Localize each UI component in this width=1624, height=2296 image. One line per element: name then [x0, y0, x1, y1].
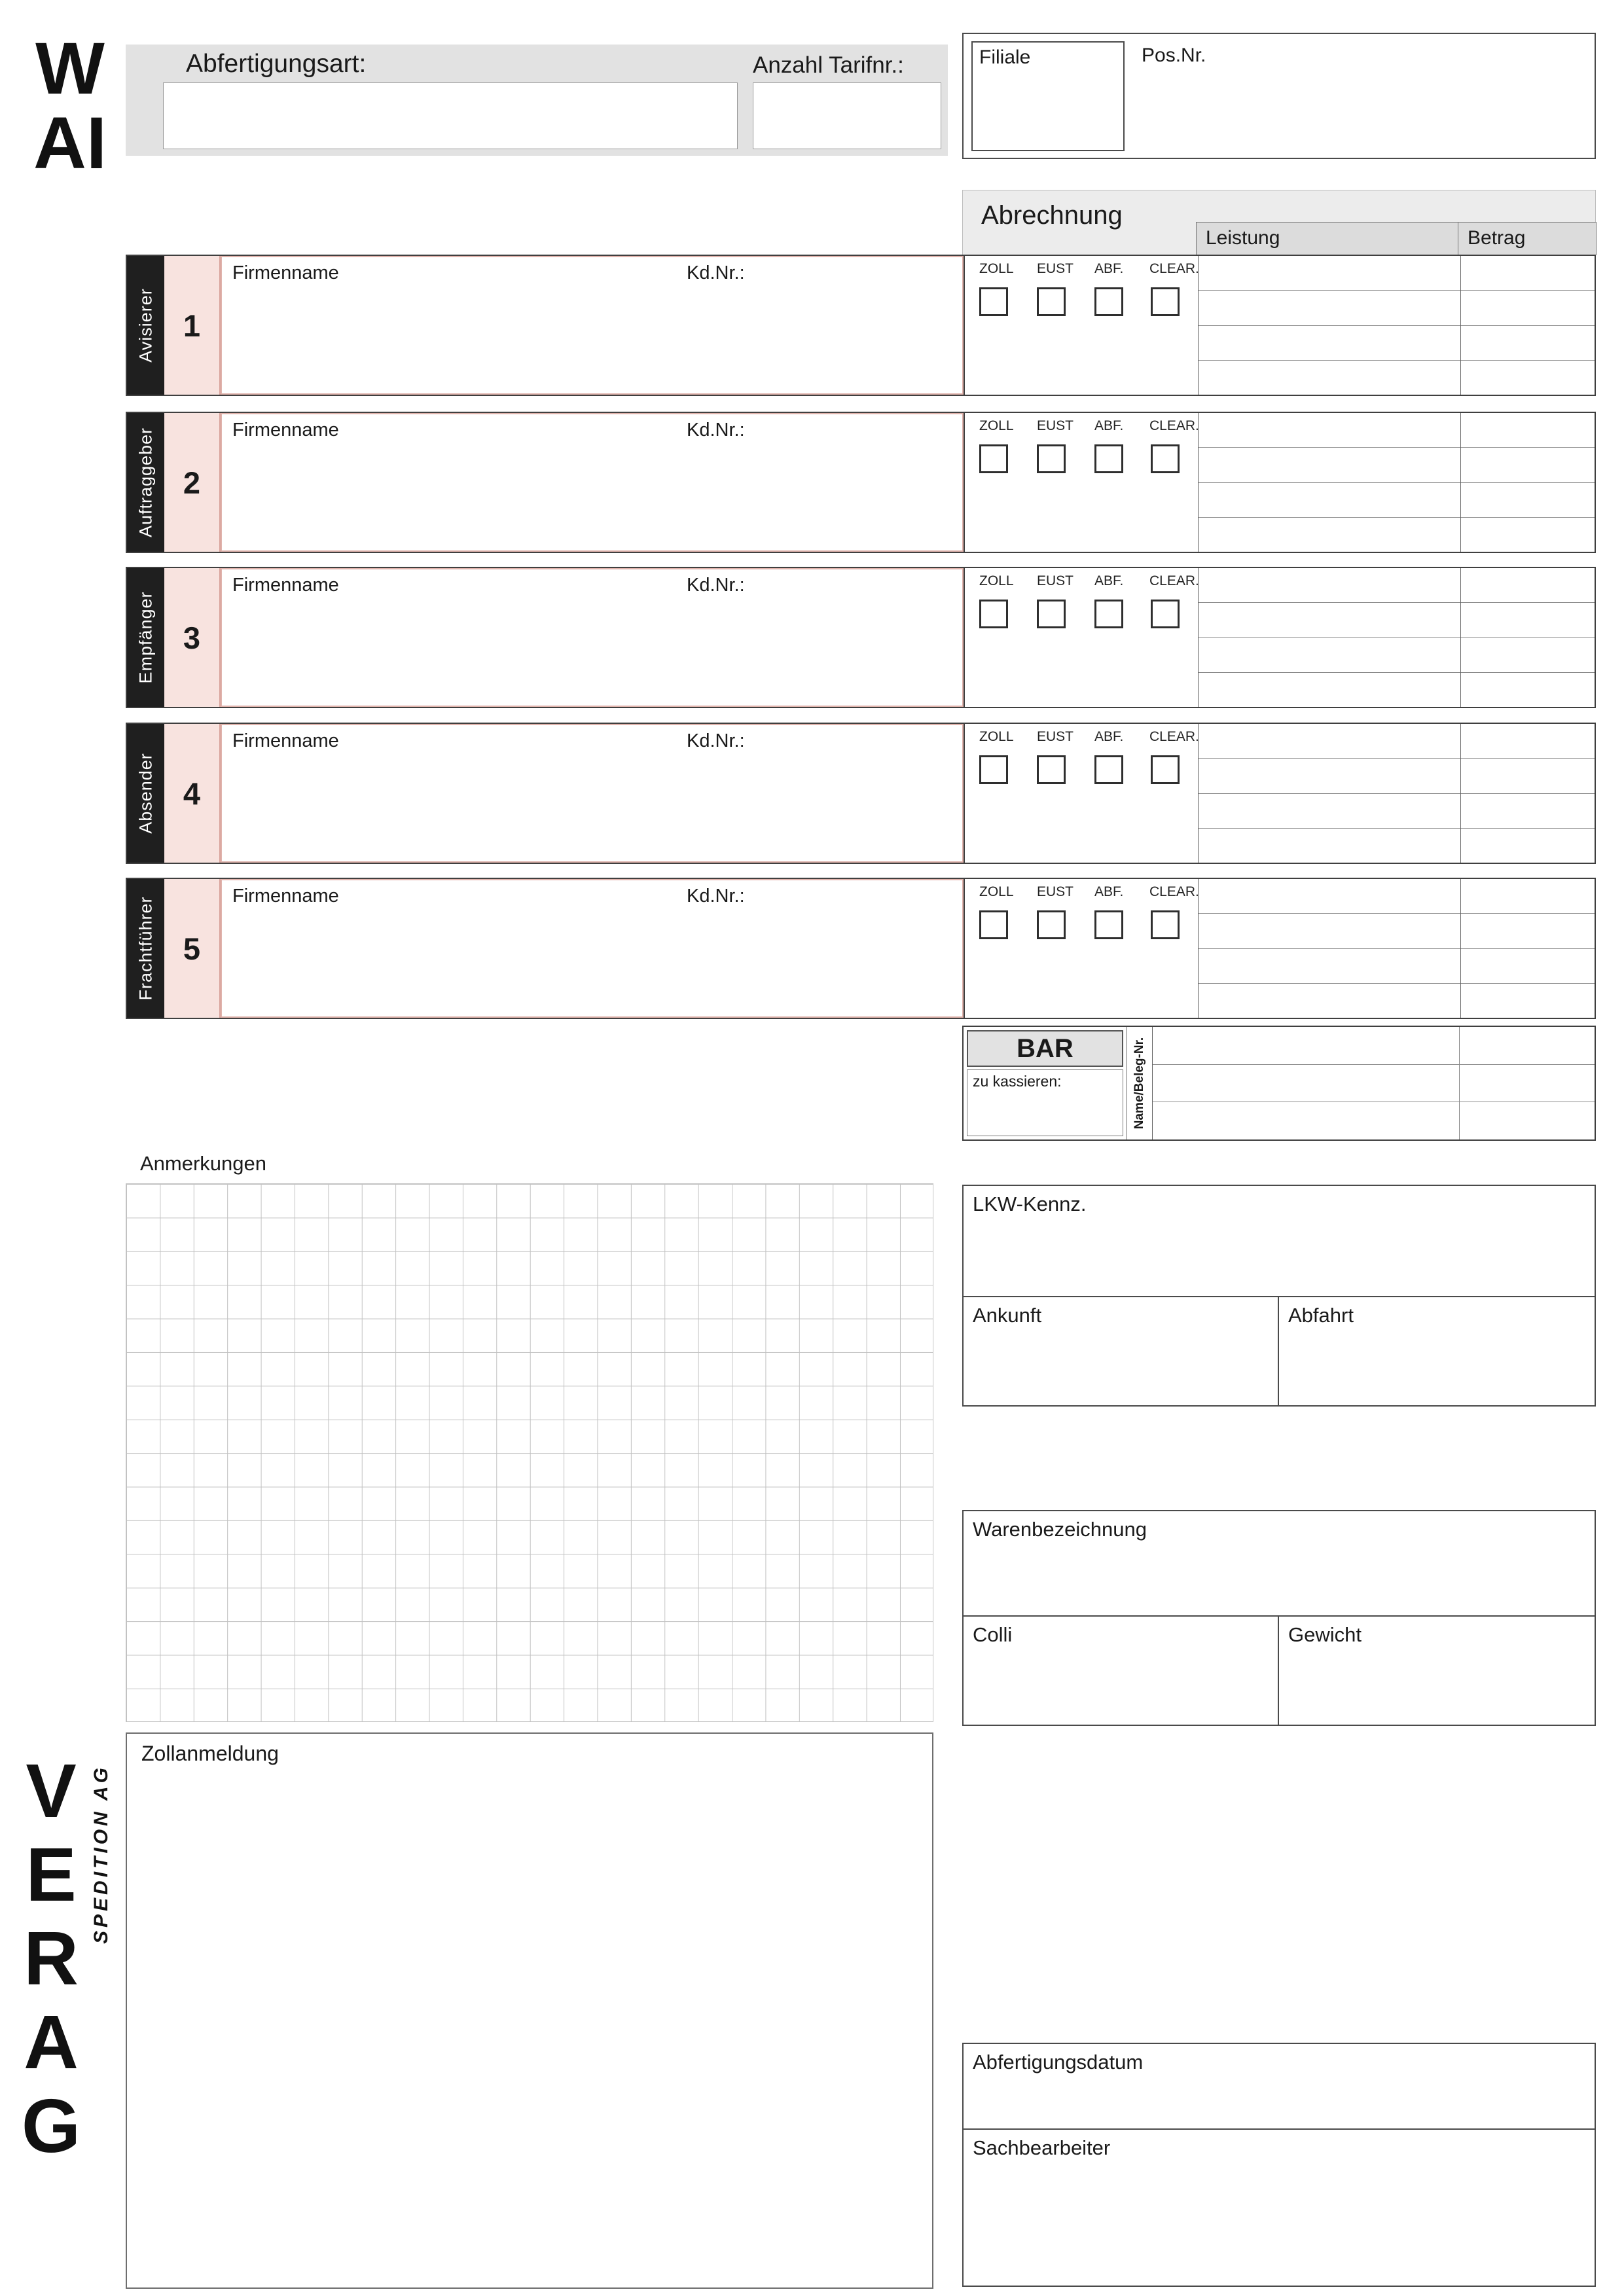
abf-checkbox[interactable]: [1094, 444, 1123, 473]
bar-title: BAR: [967, 1030, 1123, 1067]
firmenname-field[interactable]: [221, 256, 965, 395]
leistung-cell[interactable]: [1199, 518, 1460, 552]
eust-checkbox[interactable]: [1037, 444, 1066, 473]
leistung-column: [1199, 724, 1461, 863]
pos-nr-label: Pos.Nr.: [1142, 45, 1206, 66]
party-block-absender: [126, 723, 1596, 864]
abfahrt-field[interactable]: [1279, 1297, 1595, 1405]
colli-field[interactable]: [964, 1617, 1279, 1725]
kdnr-label: Kd.Nr.:: [687, 262, 745, 283]
leistung-column: [1199, 413, 1461, 552]
leistung-cell[interactable]: [1199, 291, 1460, 325]
clear-label: CLEAR.: [1149, 884, 1199, 899]
party-block-auftraggeber: [126, 412, 1596, 553]
kdnr-label: Kd.Nr.:: [687, 420, 745, 440]
zoll-checkbox[interactable]: [979, 755, 1008, 784]
abfertigungsart-label: Abfertigungsart:: [186, 50, 367, 78]
betrag-column: [1461, 413, 1595, 552]
betrag-divider: [1459, 1027, 1460, 1139]
betrag-cell[interactable]: [1461, 673, 1595, 707]
zoll-checkbox[interactable]: [979, 600, 1008, 628]
betrag-cell[interactable]: [1461, 603, 1595, 637]
leistung-cell[interactable]: [1199, 829, 1460, 863]
betrag-cell[interactable]: [1461, 361, 1595, 395]
abrechnung-header: [962, 190, 1596, 255]
betrag-cell[interactable]: [1461, 256, 1595, 291]
clear-label: CLEAR.: [1149, 418, 1199, 433]
betrag-column: [1461, 724, 1595, 863]
zoll-label: ZOLL: [979, 418, 1014, 433]
customs-checkbox-area: [965, 879, 1199, 1018]
role-strip: [127, 568, 164, 707]
firmenname-label: Firmenname: [232, 575, 339, 596]
clear-checkbox[interactable]: [1151, 444, 1180, 473]
betrag-cell[interactable]: [1461, 326, 1595, 361]
betrag-cell[interactable]: [1461, 949, 1595, 984]
abf-label: ABF.: [1094, 729, 1124, 744]
abrechnung-title: Abrechnung: [981, 201, 1123, 230]
betrag-cell[interactable]: [1461, 879, 1595, 914]
zoll-label: ZOLL: [979, 729, 1014, 744]
gewicht-field[interactable]: [1279, 1617, 1595, 1725]
anzahl-tarifnr-field[interactable]: [753, 82, 941, 149]
zoll-checkbox[interactable]: [979, 444, 1008, 473]
zoll-checkbox[interactable]: [979, 910, 1008, 939]
eust-checkbox[interactable]: [1037, 755, 1066, 784]
leistung-cell[interactable]: [1199, 759, 1460, 793]
ankunft-abfahrt-row: [964, 1296, 1595, 1405]
abf-checkbox[interactable]: [1094, 287, 1123, 316]
role-strip: [127, 256, 164, 395]
filiale-posnr-box[interactable]: [962, 33, 1596, 159]
party-number: 5: [164, 879, 221, 1018]
warenbezeichnung-box[interactable]: [962, 1510, 1596, 1726]
betrag-cell[interactable]: [1461, 759, 1595, 793]
eust-checkbox[interactable]: [1037, 600, 1066, 628]
eust-checkbox[interactable]: [1037, 287, 1066, 316]
leistung-cell[interactable]: [1199, 949, 1460, 984]
betrag-cell[interactable]: [1461, 794, 1595, 829]
betrag-column: [1461, 568, 1595, 707]
leistung-cell[interactable]: [1199, 326, 1460, 361]
leistung-column: [1199, 256, 1461, 395]
role-label: Auftraggeber: [135, 427, 155, 538]
eust-label: EUST: [1037, 573, 1074, 588]
abf-label: ABF.: [1094, 573, 1124, 588]
role-strip: [127, 879, 164, 1018]
betrag-cell[interactable]: [1461, 568, 1595, 603]
leistung-cell[interactable]: [1199, 413, 1460, 448]
firmenname-field[interactable]: [221, 879, 965, 1018]
bar-left: [964, 1027, 1127, 1139]
betrag-cell[interactable]: [1461, 638, 1595, 673]
leistung-cell[interactable]: [1199, 568, 1460, 603]
firmenname-label: Firmenname: [232, 420, 339, 440]
leistung-cell[interactable]: [1199, 448, 1460, 482]
ankunft-label: Ankunft: [973, 1304, 1042, 1327]
leistung-cell[interactable]: [1199, 483, 1460, 518]
zollanmeldung-label: Zollanmeldung: [141, 1742, 279, 1765]
betrag-cell[interactable]: [1461, 413, 1595, 448]
leistung-cell[interactable]: [1199, 256, 1460, 291]
party-block-avisierer: [126, 255, 1596, 396]
betrag-cell[interactable]: [1461, 483, 1595, 518]
anmerkungen-grid[interactable]: [126, 1183, 933, 1722]
zu-kassieren-field[interactable]: zu kassieren:: [967, 1069, 1123, 1136]
leistung-column: [1199, 568, 1461, 707]
betrag-cell[interactable]: [1461, 291, 1595, 325]
eust-label: EUST: [1037, 729, 1074, 744]
firmenname-label: Firmenname: [232, 886, 339, 906]
role-strip: [127, 413, 164, 552]
spedition-ag-text: SPEDITION AG: [90, 1765, 112, 1944]
kdnr-label: Kd.Nr.:: [687, 730, 745, 751]
leistung-column-header: Leistung: [1196, 222, 1458, 255]
abf-label: ABF.: [1094, 884, 1124, 899]
betrag-column-header: Betrag: [1458, 222, 1597, 255]
name-beleg-label: Name/Beleg-Nr.: [1132, 1037, 1146, 1130]
leistung-cell[interactable]: [1199, 724, 1460, 759]
clear-label: CLEAR.: [1149, 261, 1199, 276]
abfertigungsdatum-box[interactable]: [962, 2043, 1596, 2130]
role-label: Avisierer: [135, 288, 155, 363]
abfertigungsdatum-label: Abfertigungsdatum: [973, 2051, 1144, 2073]
role-label: Frachtführer: [135, 896, 155, 1001]
abf-label: ABF.: [1094, 418, 1124, 433]
kdnr-label: Kd.Nr.:: [687, 575, 745, 596]
lkw-box[interactable]: [962, 1185, 1596, 1407]
role-label: Absender: [135, 753, 155, 834]
clear-label: CLEAR.: [1149, 729, 1199, 744]
party-number: 2: [164, 413, 221, 552]
betrag-cell[interactable]: [1461, 518, 1595, 552]
role-strip: [127, 724, 164, 863]
filiale-field[interactable]: Filiale: [971, 41, 1125, 151]
abfahrt-label: Abfahrt: [1288, 1304, 1354, 1327]
leistung-cell[interactable]: [1199, 603, 1460, 637]
zoll-label: ZOLL: [979, 884, 1014, 899]
betrag-column: [1461, 256, 1595, 395]
abfertigungsart-field[interactable]: [163, 82, 738, 149]
leistung-cell[interactable]: [1199, 879, 1460, 914]
header-band: [126, 45, 948, 156]
bar-row[interactable]: [1153, 1102, 1595, 1139]
betrag-cell[interactable]: [1461, 914, 1595, 948]
party-number: 3: [164, 568, 221, 707]
customs-checkbox-area: [965, 256, 1199, 395]
firmenname-field[interactable]: [221, 724, 965, 863]
leistung-cell[interactable]: [1199, 638, 1460, 673]
verag-logo: VERAG: [21, 1748, 81, 2168]
role-label: Empfänger: [135, 591, 155, 684]
anmerkungen-label: Anmerkungen: [140, 1152, 267, 1175]
customs-checkbox-area: [965, 413, 1199, 552]
bar-billing-rows: [1153, 1027, 1595, 1139]
firmenname-label: Firmenname: [232, 262, 339, 283]
betrag-column: [1461, 879, 1595, 1018]
abf-label: ABF.: [1094, 261, 1124, 276]
colli-label: Colli: [973, 1623, 1013, 1646]
party-number: 4: [164, 724, 221, 863]
betrag-cell[interactable]: [1461, 984, 1595, 1018]
eust-label: EUST: [1037, 261, 1074, 276]
clear-checkbox[interactable]: [1151, 600, 1180, 628]
firmenname-label: Firmenname: [232, 730, 339, 751]
bar-row[interactable]: [1153, 1027, 1595, 1065]
leistung-column: [1199, 879, 1461, 1018]
firmenname-field[interactable]: [221, 413, 965, 552]
betrag-cell[interactable]: [1461, 724, 1595, 759]
colli-gewicht-row: [964, 1615, 1595, 1725]
anzahl-tarifnr-label: Anzahl Tarifnr.:: [753, 52, 904, 78]
party-number: 1: [164, 256, 221, 395]
bar-row[interactable]: [1153, 1065, 1595, 1103]
sachbearbeiter-label: Sachbearbeiter: [973, 2136, 1111, 2159]
leistung-cell[interactable]: [1199, 361, 1460, 395]
eust-checkbox[interactable]: [1037, 910, 1066, 939]
eust-label: EUST: [1037, 884, 1074, 899]
leistung-cell[interactable]: [1199, 794, 1460, 829]
abf-checkbox[interactable]: [1094, 600, 1123, 628]
party-block-empfaenger: [126, 567, 1596, 708]
zoll-label: ZOLL: [979, 261, 1014, 276]
form-code-wai: WAI: [33, 27, 107, 184]
zoll-label: ZOLL: [979, 573, 1014, 588]
lkw-label: LKW-Kennz.: [973, 1193, 1087, 1215]
clear-label: CLEAR.: [1149, 573, 1199, 588]
eust-label: EUST: [1037, 418, 1074, 433]
party-block-frachtfuehrer: [126, 878, 1596, 1019]
customs-checkbox-area: [965, 724, 1199, 863]
leistung-cell[interactable]: [1199, 673, 1460, 707]
ankunft-field[interactable]: [964, 1297, 1279, 1405]
customs-checkbox-area: [965, 568, 1199, 707]
leistung-cell[interactable]: [1199, 984, 1460, 1018]
leistung-cell[interactable]: [1199, 914, 1460, 948]
clear-checkbox[interactable]: [1151, 287, 1180, 316]
betrag-cell[interactable]: [1461, 829, 1595, 863]
bar-section: [962, 1026, 1596, 1141]
clear-checkbox[interactable]: [1151, 910, 1180, 939]
clear-checkbox[interactable]: [1151, 755, 1180, 784]
abf-checkbox[interactable]: [1094, 755, 1123, 784]
name-beleg-column: [1127, 1027, 1153, 1139]
abf-checkbox[interactable]: [1094, 910, 1123, 939]
sachbearbeiter-box[interactable]: [962, 2128, 1596, 2287]
firmenname-field[interactable]: [221, 568, 965, 707]
betrag-cell[interactable]: [1461, 448, 1595, 482]
kdnr-label: Kd.Nr.:: [687, 886, 745, 906]
warenbezeichnung-label: Warenbezeichnung: [973, 1518, 1147, 1541]
gewicht-label: Gewicht: [1288, 1623, 1362, 1646]
zollanmeldung-box[interactable]: [126, 1732, 933, 2289]
zoll-checkbox[interactable]: [979, 287, 1008, 316]
